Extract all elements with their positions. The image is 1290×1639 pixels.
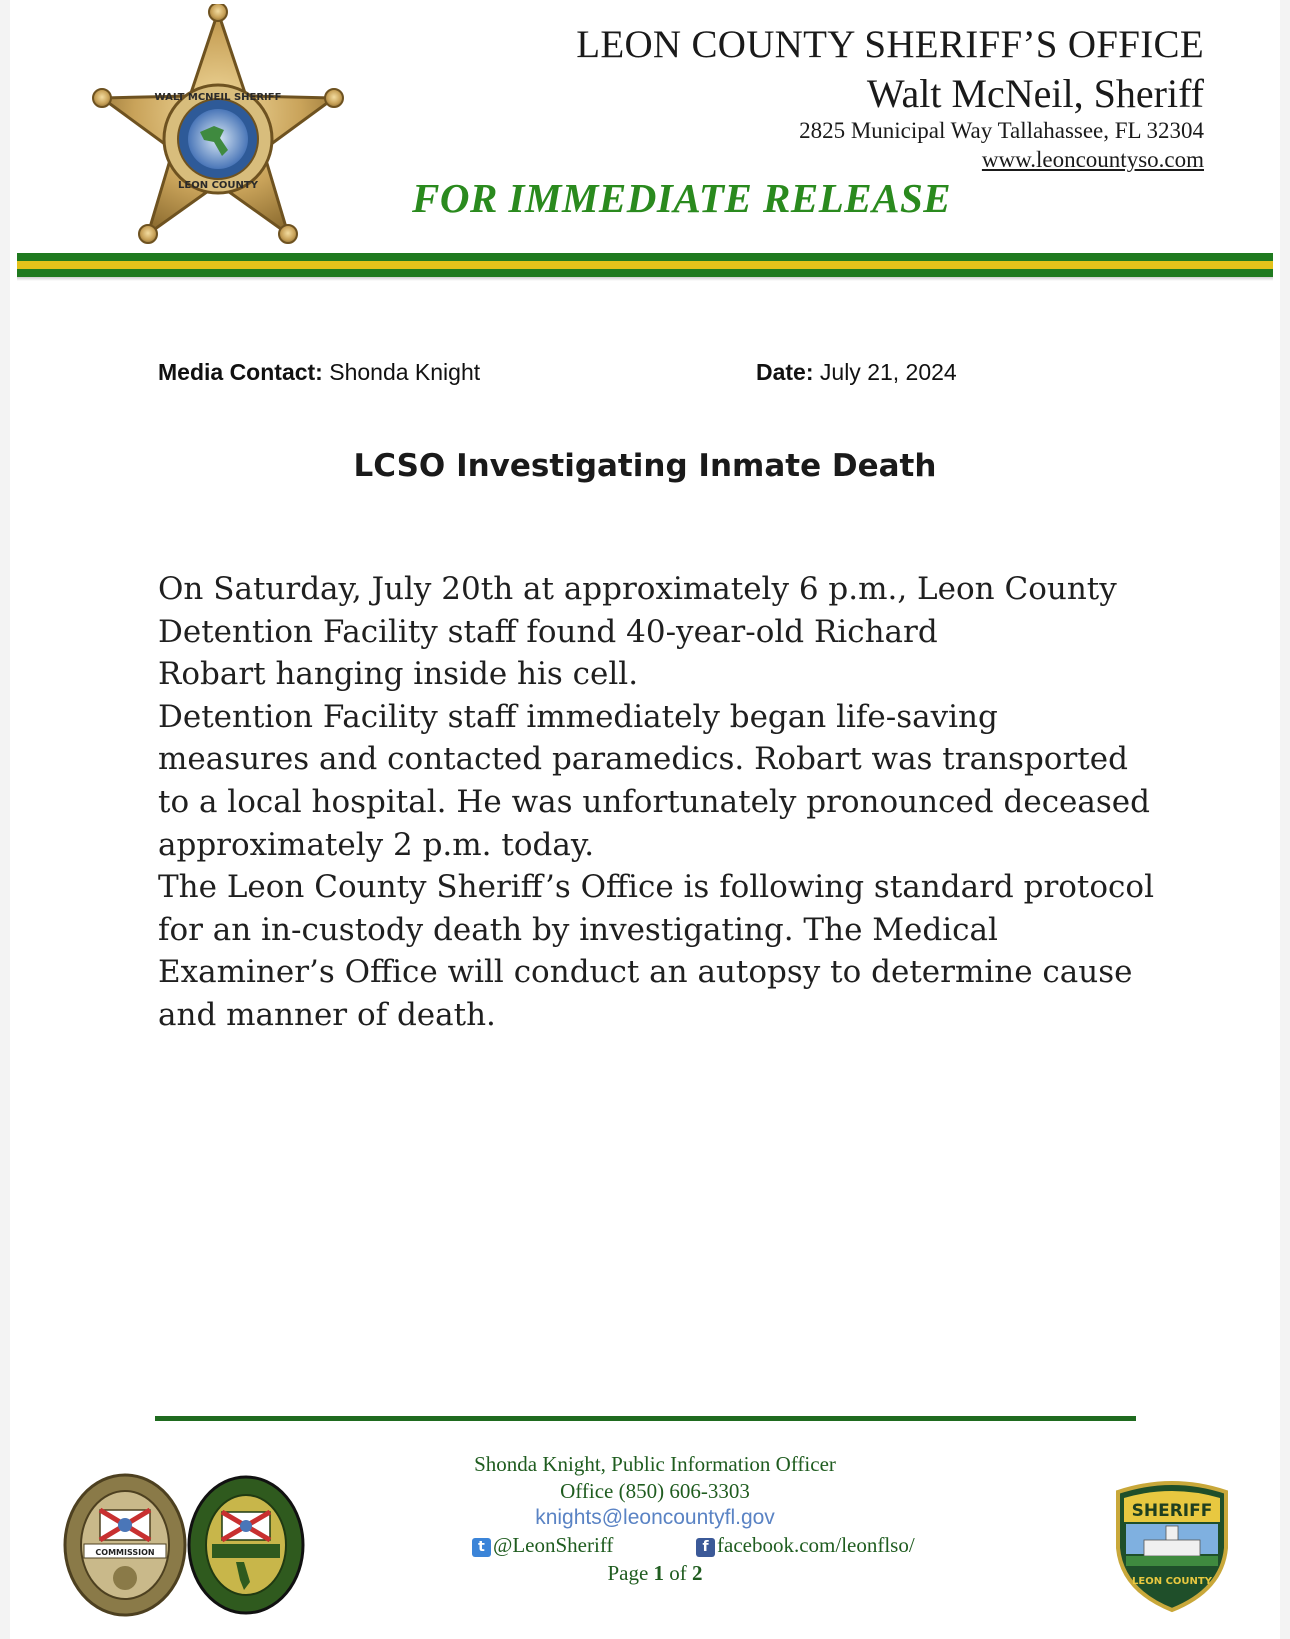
body-line: for an in-custody death by investigating. The Medical (158, 911, 998, 948)
body-line: to a local hospital. He was unfortunately pronounced deceased (158, 783, 1150, 820)
release-label: FOR IMMEDIATE RELEASE (412, 175, 952, 221)
header-band-gold (17, 261, 1273, 269)
media-contact-label: Media Contact: (158, 359, 323, 385)
badge-top-text: WALT MCNEIL SHERIFF (154, 92, 282, 103)
date-label: Date: (756, 359, 814, 385)
footer-email-link[interactable]: knights@leoncountyfl.gov (535, 1506, 775, 1529)
page-total: 2 (692, 1561, 703, 1585)
body-line: and manner of death. (158, 996, 496, 1033)
media-contact (158, 359, 480, 386)
footer-twitter-link[interactable] (472, 1533, 613, 1558)
header-band-shadow (17, 277, 1273, 281)
press-release-page (10, 0, 1280, 1639)
release-date (756, 359, 957, 386)
body-line: Detention Facility staff found 40-year-old Richard (158, 613, 938, 650)
media-contact-value: Shonda Knight (329, 359, 481, 385)
office-address: 2825 Municipal Way Tallahassee, FL 32304 (799, 118, 1204, 143)
office-name: LEON COUNTY SHERIFF’S OFFICE (576, 23, 1204, 66)
header-band-green-top (17, 253, 1273, 261)
footer-officer-name: Shonda Knight, Public Information Officer (474, 1452, 836, 1476)
footer-office-phone: Office (850) 606-3303 (560, 1479, 750, 1503)
page-prefix: Page (607, 1561, 654, 1585)
shield-top-text: SHERIFF (1131, 1501, 1213, 1521)
twitter-icon: t (472, 1538, 491, 1557)
page-middle: of (664, 1561, 693, 1585)
page-current: 1 (653, 1561, 665, 1585)
law-enforcement-logo-center-text: COMMISSION (95, 1548, 155, 1557)
website-link[interactable]: www.leoncountyso.com (981, 147, 1204, 172)
body-line: On Saturday, July 20th at approximately 6 p.m., Leon County (158, 571, 1117, 607)
twitter-handle: @LeonSheriff (493, 1533, 614, 1557)
headline: LCSO Investigating Inmate Death (353, 448, 937, 484)
footer-facebook-link[interactable] (696, 1533, 915, 1558)
leon-county-sheriff-shield-logo (1110, 1478, 1234, 1614)
facebook-url: facebook.com/leonflso/ (717, 1533, 915, 1557)
body-line: Detention Facility staff immediately began life-saving (158, 698, 998, 735)
sheriff-name: Walt McNeil, Sheriff (866, 71, 1204, 116)
facebook-icon: f (696, 1538, 715, 1557)
footer-divider (155, 1416, 1136, 1421)
page-number (10, 1561, 1290, 1586)
shield-bottom-text: LEON COUNTY (1132, 1576, 1212, 1587)
date-value: July 21, 2024 (819, 359, 957, 385)
body-line: measures and contacted paramedics. Robart was transported (158, 741, 1128, 778)
body-line: Examiner’s Office will conduct an autopsy to determine cause (158, 954, 1133, 991)
release-body (158, 568, 1158, 1037)
body-line: Robart hanging inside his cell. (158, 656, 639, 693)
body-line: The Leon County Sheriff’s Office is following standard protocol (158, 869, 1154, 906)
body-line: approximately 2 p.m. today. (158, 826, 595, 863)
header-band-green-bottom (17, 269, 1273, 277)
badge-bottom-text: LEON COUNTY (178, 180, 258, 191)
